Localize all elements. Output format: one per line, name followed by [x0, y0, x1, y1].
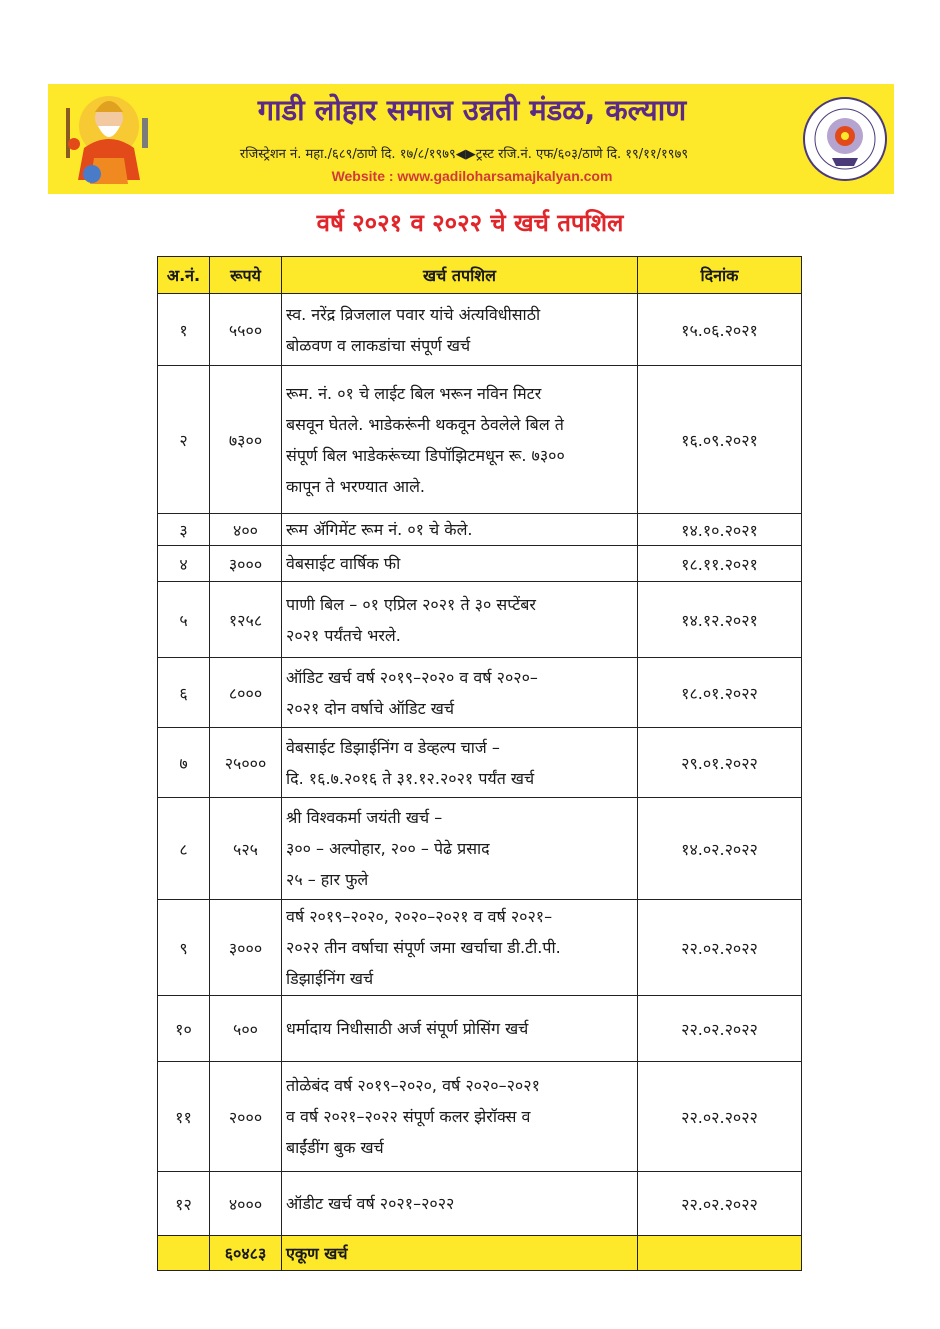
table-row — [158, 798, 802, 900]
row-serial: १ — [158, 294, 210, 366]
row-amount: ३००० — [210, 900, 282, 996]
row-amount: ५०० — [210, 996, 282, 1062]
row-description — [282, 658, 638, 728]
description-line: संपूर्ण बिल भाडेकरूंच्या डिपॉझिटमधून रू. ७३०० — [286, 445, 565, 465]
table-row — [158, 514, 802, 546]
row-serial: ८ — [158, 798, 210, 900]
column-header-serial: अ.नं. — [158, 257, 210, 294]
description-line: श्री विश्वकर्मा जयंती खर्च – — [286, 808, 443, 827]
description-line: वेबसाईट वार्षिक फी — [286, 554, 401, 573]
row-serial: ९ — [158, 900, 210, 996]
description-line: दि. १६.७.२०१६ ते ३१.१२.२०२१ पर्यंत खर्च — [286, 768, 535, 788]
row-serial: ११ — [158, 1062, 210, 1172]
total-date-empty — [638, 1236, 802, 1271]
row-description — [282, 728, 638, 798]
description-line: स्व. नरेंद्र व्रिजलाल पवार यांचे अंत्यविधीसाठी — [286, 304, 541, 324]
row-serial: ४ — [158, 546, 210, 582]
description-line: बोळवण व लाकडांचा संपूर्ण खर्च — [286, 335, 471, 355]
description-line: रूम ॲगिमेंट रूम नं. ०१ चे केले. — [286, 520, 473, 539]
row-amount: ८००० — [210, 658, 282, 728]
description-line: डिझाईनिंग खर्च — [286, 969, 374, 988]
row-serial: १२ — [158, 1172, 210, 1236]
row-amount: २५००० — [210, 728, 282, 798]
row-description — [282, 900, 638, 996]
row-serial: ७ — [158, 728, 210, 798]
row-description — [282, 546, 638, 582]
table-row — [158, 546, 802, 582]
organization-name: गाडी लोहार समाज उन्नती मंडळ, कल्याण — [257, 93, 687, 127]
row-amount: १२५८ — [210, 582, 282, 658]
row-serial: ६ — [158, 658, 210, 728]
description-line: वेबसाईट डिझाईनिंग व डेव्हल्प चार्ज – — [286, 737, 500, 757]
row-date: २२.०२.२०२२ — [638, 1062, 802, 1172]
description-line: कापून ते भरण्यात आले. — [286, 476, 425, 496]
row-description — [282, 798, 638, 900]
row-date: २२.०२.२०२२ — [638, 900, 802, 996]
table-header-row — [158, 257, 802, 294]
registration-details: रजिस्ट्रेशन नं. महा./६८९/ठाणे दि. १७/८/१९७९◀▶ट्रस्ट रजि.नं. एफ/६०३/ठाणे दि. १९/११/१९७९ — [239, 147, 689, 162]
row-date: १४.०२.२०२२ — [638, 798, 802, 900]
description-line: ऑडिट खर्च वर्ष २०१९–२०२० व वर्ष २०२०– — [286, 667, 538, 687]
table-row — [158, 658, 802, 728]
table-row — [158, 728, 802, 798]
table-row — [158, 1172, 802, 1236]
expense-table — [157, 256, 802, 1271]
row-serial: १० — [158, 996, 210, 1062]
table-row — [158, 996, 802, 1062]
header-banner — [48, 84, 894, 194]
description-line: धर्मादाय निधीसाठी अर्ज संपूर्ण प्रोसिंग खर्च — [286, 1019, 529, 1038]
row-amount: २००० — [210, 1062, 282, 1172]
column-header-amount: रूपये — [210, 257, 282, 294]
row-date: २२.०२.२०२२ — [638, 996, 802, 1062]
row-date: २२.०२.२०२२ — [638, 1172, 802, 1236]
description-line: ऑडीट खर्च वर्ष २०२१–२०२२ — [286, 1194, 455, 1213]
row-date: १५.०६.२०२१ — [638, 294, 802, 366]
table-row — [158, 294, 802, 366]
description-line: २०२१ पर्यंतचे भरले. — [286, 625, 401, 645]
total-amount: ६०४८३ — [210, 1236, 282, 1271]
row-description — [282, 1062, 638, 1172]
row-amount: ४०० — [210, 514, 282, 546]
description-line: व वर्ष २०२१–२०२२ संपूर्ण कलर झेरॉक्स व — [286, 1107, 531, 1126]
description-line: बाईंडींग बुक खर्च — [286, 1138, 384, 1157]
row-description — [282, 996, 638, 1062]
row-description — [282, 294, 638, 366]
row-serial: २ — [158, 366, 210, 514]
row-description — [282, 582, 638, 658]
total-serial-empty — [158, 1236, 210, 1271]
row-description — [282, 366, 638, 514]
table-row — [158, 1062, 802, 1172]
row-date: १८.११.२०२१ — [638, 546, 802, 582]
table-row — [158, 366, 802, 514]
row-amount: ४००० — [210, 1172, 282, 1236]
row-serial: ३ — [158, 514, 210, 546]
society-seal-icon — [802, 96, 888, 182]
description-line: २०२२ तीन वर्षाचा संपूर्ण जमा खर्चाचा डी.टी.पी. — [286, 938, 561, 957]
row-date: १४.१२.२०२१ — [638, 582, 802, 658]
total-label: एकूण खर्च — [282, 1236, 638, 1271]
description-line: तोळेबंद वर्ष २०१९–२०२०, वर्ष २०२०–२०२१ — [286, 1076, 540, 1095]
description-line: २५ – हार फुले — [286, 870, 369, 889]
row-date: २९.०१.२०२२ — [638, 728, 802, 798]
deity-illustration-icon — [54, 88, 164, 190]
description-line: पाणी बिल – ०१ एप्रिल २०२१ ते ३० सप्टेंबर — [286, 594, 536, 614]
row-date: १६.०९.२०२१ — [638, 366, 802, 514]
row-serial: ५ — [158, 582, 210, 658]
description-line: रूम. नं. ०१ चे लाईट बिल भरून नविन मिटर — [286, 383, 542, 403]
description-line: बसवून घेतले. भाडेकरूंनी थकवून ठेवलेले बिल ते — [286, 414, 564, 434]
row-amount: ७३०० — [210, 366, 282, 514]
row-description — [282, 1172, 638, 1236]
table-row — [158, 900, 802, 996]
column-header-description: खर्च तपशिल — [282, 257, 638, 294]
description-line: वर्ष २०१९–२०२०, २०२०–२०२१ व वर्ष २०२१– — [286, 907, 553, 926]
row-amount: ५२५ — [210, 798, 282, 900]
row-amount: ३००० — [210, 546, 282, 582]
description-line: २०२१ दोन वर्षाचे ऑडिट खर्च — [286, 698, 454, 718]
total-row — [158, 1236, 802, 1271]
description-line: ३०० – अल्पोहार, २०० – पेढे प्रसाद — [286, 839, 490, 858]
row-amount: ५५०० — [210, 294, 282, 366]
row-date: १८.०१.२०२२ — [638, 658, 802, 728]
website-url: Website : www.gadiloharsamajkalyan.com — [331, 168, 613, 184]
row-description — [282, 514, 638, 546]
document-title: वर्ष २०२१ व २०२२ चे खर्च तपशिल — [316, 209, 624, 237]
column-header-date: दिनांक — [638, 257, 802, 294]
row-date: १४.१०.२०२१ — [638, 514, 802, 546]
table-row — [158, 582, 802, 658]
